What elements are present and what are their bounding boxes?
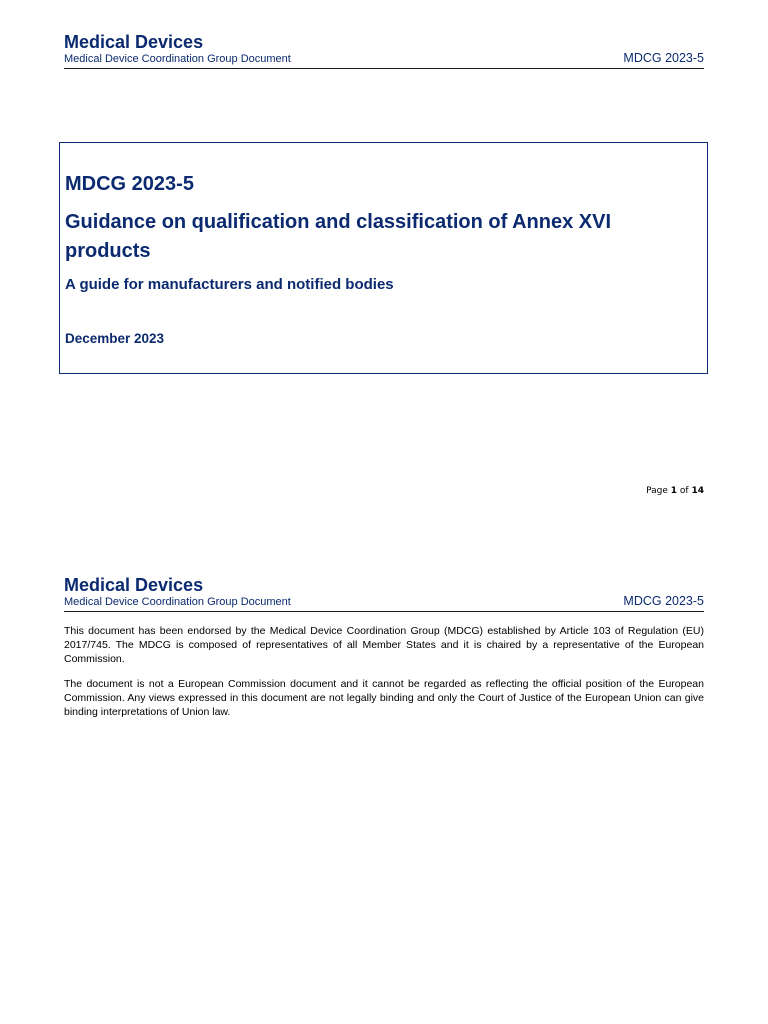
page-header (64, 32, 704, 69)
page-total: 14 (691, 486, 704, 496)
page-current: 1 (670, 486, 678, 496)
cover-subtitle: A guide for manufacturers and notified bodies (65, 276, 394, 293)
header-doc-ref: MDCG 2023-5 (623, 51, 704, 65)
header-title: Medical Devices (64, 32, 204, 52)
header-subtitle: Medical Device Coordination Group Document (64, 53, 291, 65)
cover-doc-id: MDCG 2023-5 (65, 173, 194, 195)
endorsement-paragraph: This document has been endorsed by the Medical Device Coordination Group (MDCG) established by Article 103 of Regulation (EU) 2017/745. The MDCG is composed of representatives of all Member States and it is chaired by a representative of the European Commission. (64, 625, 704, 665)
header-sub-row (64, 595, 704, 612)
page-number (646, 486, 704, 496)
cover-box (59, 142, 708, 374)
header-doc-ref: MDCG 2023-5 (623, 594, 704, 608)
page-label: Page (646, 486, 668, 496)
page-of: of (679, 486, 689, 496)
page-header-2 (64, 575, 704, 612)
header-subtitle: Medical Device Coordination Group Document (64, 596, 291, 608)
disclaimer-paragraph: The document is not a European Commission document and it cannot be regarded as reflecting the official position of the European Commission. Any views expressed in this document are not legally binding and only the Court of Justice of the European Union can give binding interpretations of Union law. (64, 678, 704, 718)
header-sub-row (64, 52, 704, 69)
cover-date: December 2023 (65, 331, 165, 346)
header-title: Medical Devices (64, 575, 204, 595)
cover-title: Guidance on qualification and classification of Annex XVI products (65, 211, 612, 262)
